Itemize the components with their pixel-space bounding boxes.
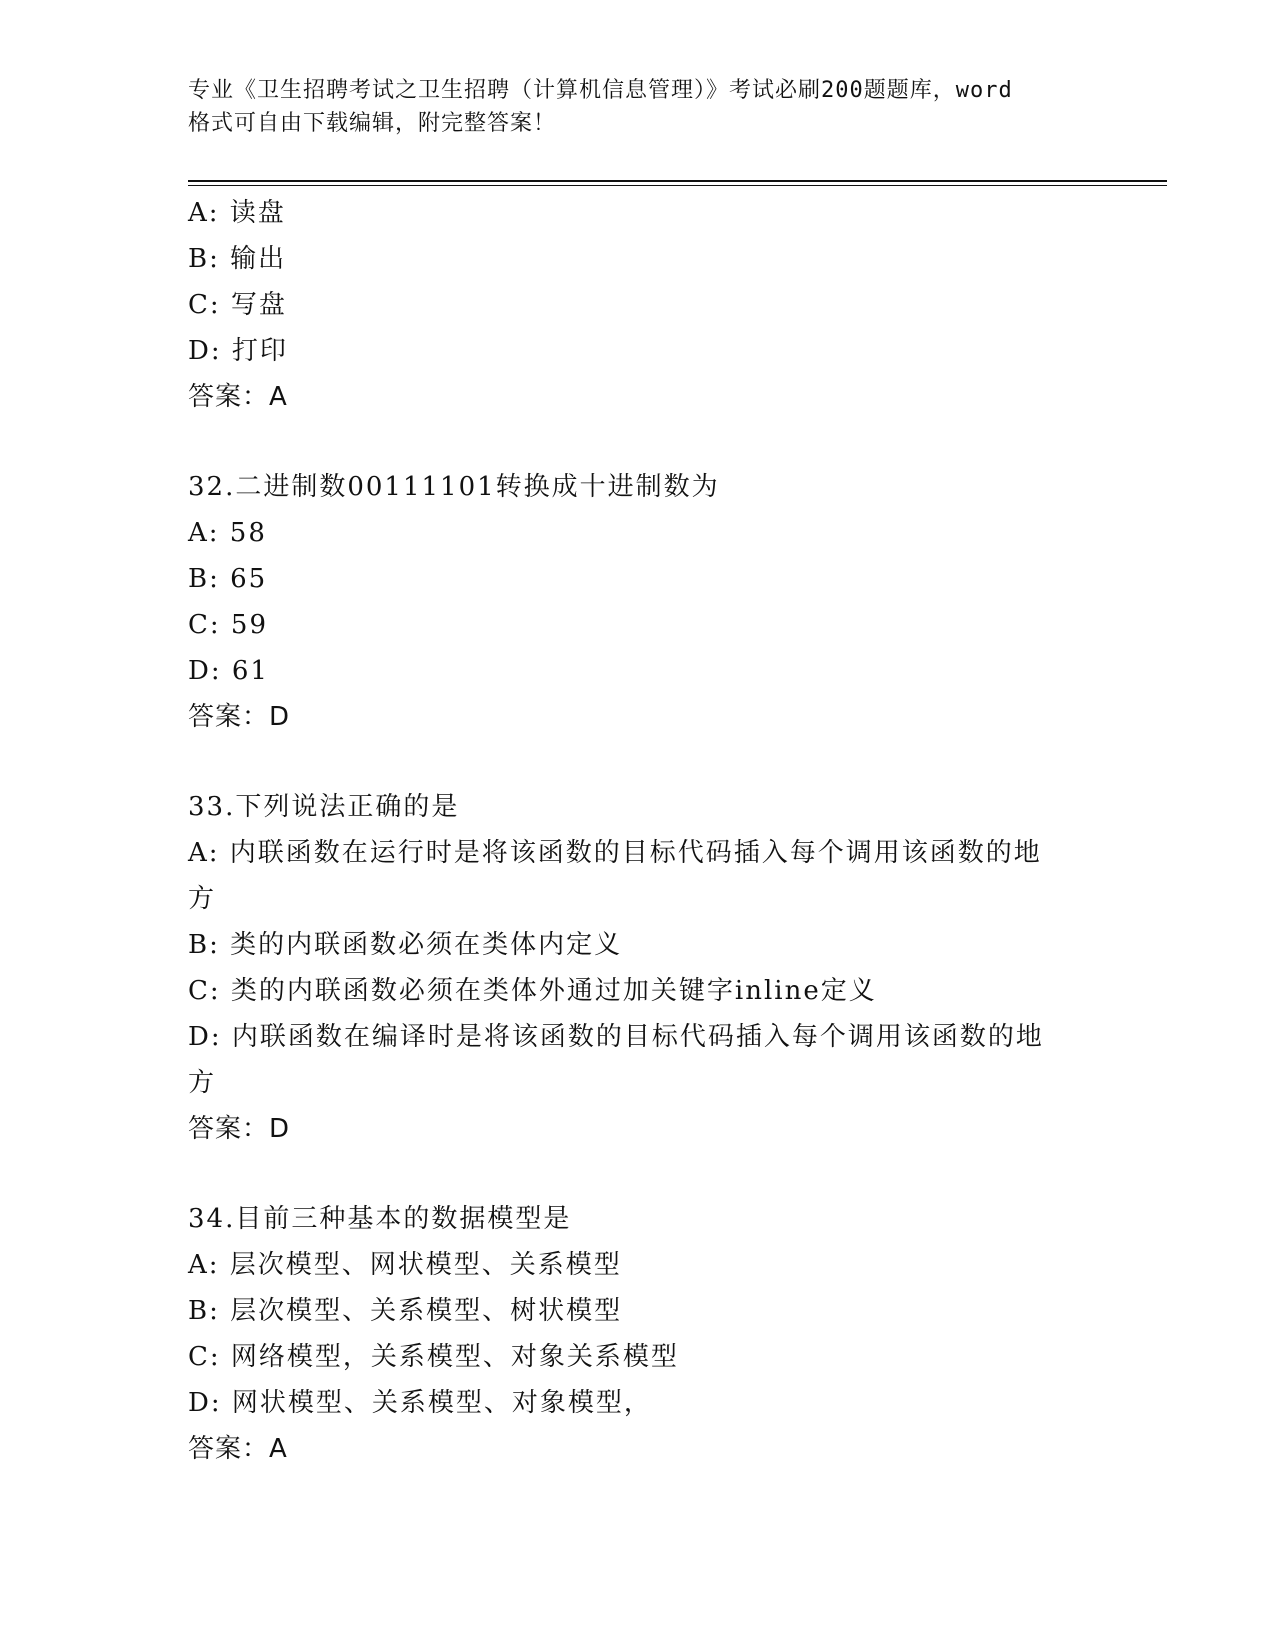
spacer [188, 420, 1088, 464]
option-b: B: 输出 [188, 244, 287, 274]
question-31-block [188, 190, 1088, 420]
option-c: C: 写盘 [188, 290, 287, 320]
option-a: A: 读盘 [188, 198, 286, 228]
option-b: B: 65 [188, 564, 268, 594]
spacer [188, 1152, 1088, 1196]
option-c: C: 类的内联函数必须在类体外通过加关键字inline定义 [188, 976, 877, 1006]
question-stem: 32.二进制数00111101转换成十进制数为 [188, 472, 720, 502]
question-32-block [188, 464, 1088, 740]
option-b: B: 类的内联函数必须在类体内定义 [188, 930, 623, 960]
header-line-1: 专业《卫生招聘考试之卫生招聘（计算机信息管理）》考试必刷200题题库，word [188, 78, 1013, 103]
header-line-2: 格式可自由下载编辑，附完整答案！ [188, 111, 557, 136]
option-a: A: 内联函数在运行时是将该函数的目标代码插入每个调用该函数的地方 [188, 838, 1042, 914]
option-d: D: 61 [188, 656, 269, 686]
option-a: A: 58 [188, 518, 267, 548]
question-stem: 34.目前三种基本的数据模型是 [188, 1204, 572, 1234]
answer-line: 答案：A [188, 1434, 288, 1464]
option-d: D: 打印 [188, 336, 288, 366]
spacer [188, 740, 1088, 784]
option-c: C: 59 [188, 610, 269, 640]
answer-line: 答案：D [188, 702, 291, 732]
option-d: D: 内联函数在编译时是将该函数的目标代码插入每个调用该函数的地方 [188, 1022, 1044, 1098]
question-list [188, 190, 1088, 1472]
question-33-block [188, 784, 1088, 1152]
question-34-block [188, 1196, 1088, 1472]
option-c: C: 网络模型，关系模型、对象关系模型 [188, 1342, 679, 1372]
question-stem: 33.下列说法正确的是 [188, 792, 460, 822]
header-divider-thick [188, 180, 1167, 182]
option-d: D: 网状模型、关系模型、对象模型， [188, 1388, 652, 1418]
option-b: B: 层次模型、关系模型、树状模型 [188, 1296, 623, 1326]
answer-line: 答案：A [188, 382, 288, 412]
option-a: A: 层次模型、网状模型、关系模型 [188, 1250, 622, 1280]
document-header [188, 74, 1088, 140]
header-divider-thin [188, 185, 1167, 186]
answer-line: 答案：D [188, 1114, 291, 1144]
